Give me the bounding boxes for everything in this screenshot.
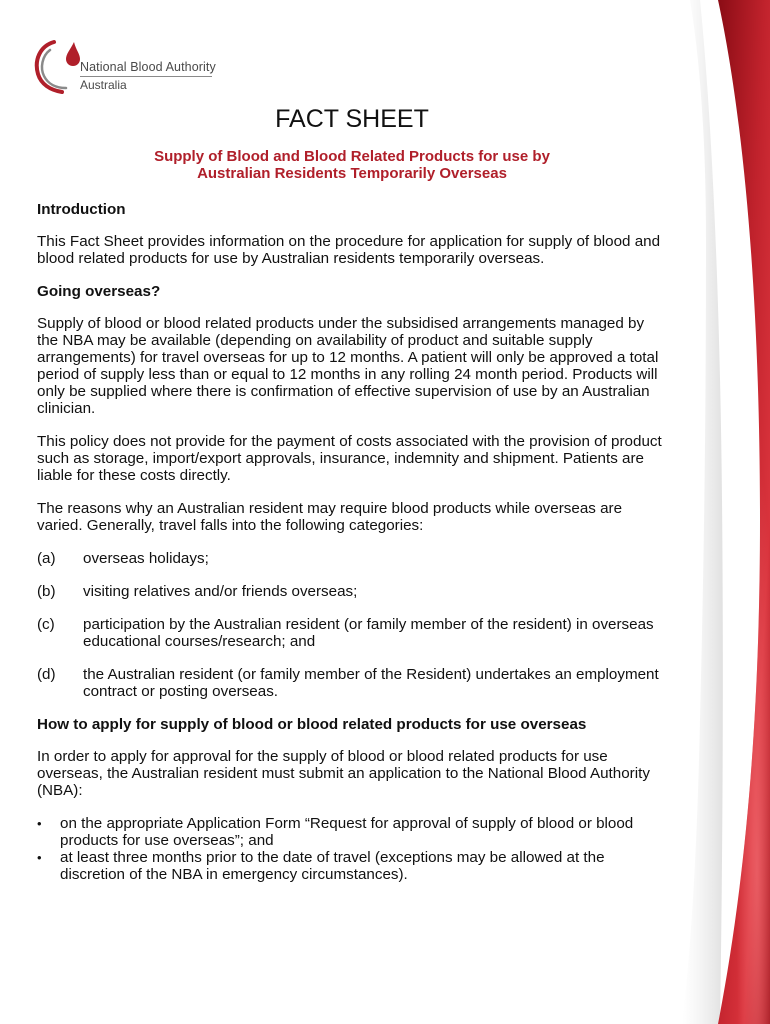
going-overseas-paragraph-2: This policy does not provide for the payment of costs associated with the provision of product such as storage, import/export approvals, insurance, indemnity and shipment. Patients are liable for these costs directly.: [37, 433, 662, 484]
list-item-letter: (d): [37, 666, 56, 683]
nba-logo: [34, 38, 224, 98]
fact-sheet-body: [37, 104, 667, 883]
page-title: FACT SHEET: [275, 105, 429, 133]
list-item-letter: (c): [37, 616, 55, 633]
list-item: [37, 815, 667, 849]
list-item-letter: (a): [37, 550, 56, 567]
going-overseas-paragraph-1: Supply of blood or blood related products under the subsidised arrangements managed by the NBA may be available (depending on availability of product and suitable supply arrangements) for travel overseas for up to 12 months. A patient will only be approved a total period of supply less than or equal to 12 months in any rolling 24 month period. Products will only be supplied where there is confirmation of effective supervision of use by an Australian clinician.: [37, 315, 659, 417]
how-to-apply-paragraph: In order to apply for approval for the supply of blood or blood related products for use overseas, the Australian resident must submit an application to the National Blood Authority (NBA):: [37, 748, 650, 799]
subtitle-line-2: Australian Residents Temporarily Overseas: [197, 165, 507, 182]
list-item-letter: (b): [37, 583, 56, 600]
introduction-heading: Introduction: [37, 201, 126, 218]
logo-divider: [80, 76, 212, 77]
how-to-apply-heading: How to apply for supply of blood or blood related products for use overseas: [37, 716, 587, 733]
list-item: [37, 550, 667, 567]
bullet-icon: •: [37, 816, 42, 831]
blood-drop-swirl-icon: [34, 38, 84, 98]
list-item: [37, 849, 667, 883]
logo-organisation-name: National Blood Authority: [80, 60, 216, 74]
bullet-icon: •: [37, 850, 42, 865]
introduction-paragraph: This Fact Sheet provides information on the procedure for application for supply of blood and blood related products for use by Australian residents temporarily overseas.: [37, 233, 661, 267]
travel-categories-list: [37, 550, 667, 700]
going-overseas-paragraph-3: The reasons why an Australian resident may require blood products while overseas are varied. Generally, travel falls into the following categories:: [37, 500, 623, 534]
logo-country: Australia: [80, 78, 127, 92]
list-item-text: on the appropriate Application Form “Request for approval of supply of blood or blood products for use overseas”; and: [60, 815, 634, 849]
list-item-text: at least three months prior to the date of travel (exceptions may be allowed at the discretion of the NBA in emergency circumstances).: [60, 849, 605, 883]
going-overseas-heading: Going overseas?: [37, 283, 161, 300]
list-item-text: the Australian resident (or family member of the Resident) undertakes an employment contract or posting overseas.: [83, 666, 659, 700]
list-item-text: overseas holidays;: [83, 550, 209, 567]
document-subtitle: [37, 148, 667, 182]
list-item: [37, 616, 667, 650]
application-requirements-list: [37, 815, 667, 883]
subtitle-line-1: Supply of Blood and Blood Related Products for use by: [154, 148, 550, 165]
list-item-text: participation by the Australian resident (or family member of the resident) in overseas educational courses/research; and: [83, 616, 654, 650]
list-item: [37, 666, 667, 700]
list-item-text: visiting relatives and/or friends overseas;: [83, 583, 358, 600]
list-item: [37, 583, 667, 600]
